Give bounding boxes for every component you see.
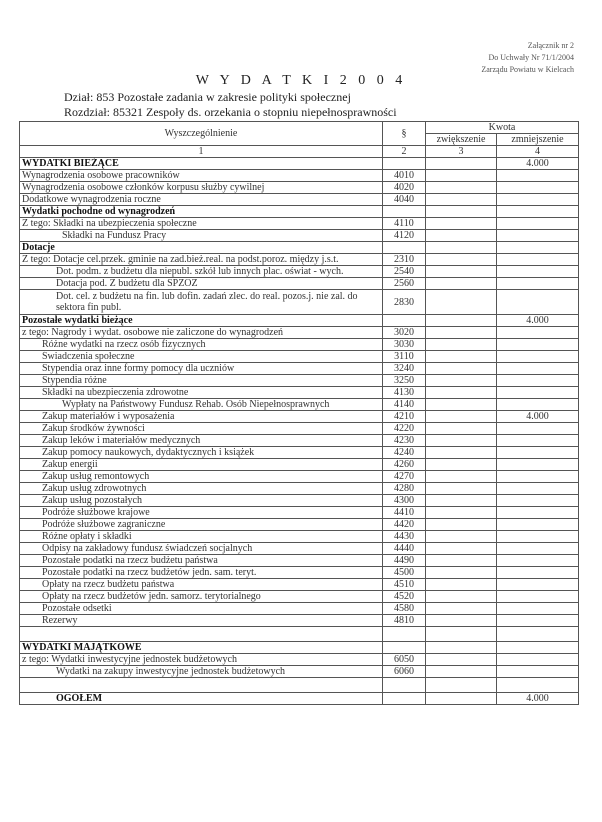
- row-description: Stypendia oraz inne formy pomocy dla uczniów: [20, 363, 383, 375]
- row-increase-value: [426, 483, 497, 495]
- table-row: [20, 642, 579, 654]
- row-increase-value: [426, 654, 497, 666]
- table-row: [20, 206, 579, 218]
- row-increase-value: [426, 254, 497, 266]
- row-increase-value: [426, 591, 497, 603]
- row-decrease-value: [497, 387, 579, 399]
- row-paragraph-code: [383, 206, 426, 218]
- row-decrease-value: [497, 230, 579, 242]
- row-paragraph-code: 4110: [383, 218, 426, 230]
- row-description: Zakup usług remontowych: [20, 471, 383, 483]
- row-increase-value: [426, 170, 497, 182]
- row-description: Świadczenia społeczne: [20, 351, 383, 363]
- row-description: Rezerwy: [20, 615, 383, 627]
- table-row: [20, 591, 579, 603]
- row-paragraph-code: 4280: [383, 483, 426, 495]
- table-row: [20, 678, 579, 693]
- section-rozdzial: Rozdział: 85321 Zespoły ds. orzekania o stopniu niepełnosprawności: [64, 105, 397, 119]
- row-paragraph-code: 4120: [383, 230, 426, 242]
- row-paragraph-code: 4010: [383, 170, 426, 182]
- row-paragraph-code: 4210: [383, 411, 426, 423]
- header-paragraf: §: [383, 122, 426, 146]
- row-increase-value: [426, 693, 497, 705]
- row-paragraph-code: [383, 158, 426, 170]
- row-increase-value: [426, 242, 497, 254]
- table-row: [20, 555, 579, 567]
- row-paragraph-code: 4520: [383, 591, 426, 603]
- row-increase-value: [426, 447, 497, 459]
- row-description: Zakup środków żywności: [20, 423, 383, 435]
- table-row: [20, 603, 579, 615]
- row-increase-value: [426, 315, 497, 327]
- row-description: Z tego: Składki na ubezpieczenia społeczne: [20, 218, 383, 230]
- row-decrease-value: [497, 615, 579, 627]
- row-description: Stypendia różne: [20, 375, 383, 387]
- row-paragraph-code: [383, 627, 426, 642]
- table-row: [20, 387, 579, 399]
- row-decrease-value: [497, 242, 579, 254]
- row-decrease-value: [497, 654, 579, 666]
- table-row: [20, 363, 579, 375]
- table-row: [20, 519, 579, 531]
- row-increase-value: [426, 627, 497, 642]
- row-increase-value: [426, 642, 497, 654]
- row-description: Składki na Fundusz Pracy: [20, 230, 383, 242]
- table-row: [20, 278, 579, 290]
- attachment-note: [414, 40, 574, 76]
- expenditure-table: [19, 121, 579, 705]
- row-decrease-value: [497, 666, 579, 678]
- row-decrease-value: [497, 531, 579, 543]
- row-increase-value: [426, 266, 497, 278]
- row-description: Składki na ubezpieczenia zdrowotne: [20, 387, 383, 399]
- row-increase-value: [426, 218, 497, 230]
- row-paragraph-code: 4270: [383, 471, 426, 483]
- row-description: Zakup leków i materiałów medycznych: [20, 435, 383, 447]
- row-decrease-value: [497, 182, 579, 194]
- row-decrease-value: [497, 375, 579, 387]
- row-paragraph-code: 4440: [383, 543, 426, 555]
- row-increase-value: [426, 435, 497, 447]
- row-decrease-value: [497, 327, 579, 339]
- row-increase-value: [426, 290, 497, 315]
- row-description: Pozostałe podatki na rzecz budżetu państwa: [20, 555, 383, 567]
- row-decrease-value: [497, 591, 579, 603]
- row-increase-value: [426, 375, 497, 387]
- row-decrease-value: [497, 447, 579, 459]
- row-description: Podróże służbowe krajowe: [20, 507, 383, 519]
- row-paragraph-code: 2560: [383, 278, 426, 290]
- row-increase-value: [426, 567, 497, 579]
- row-increase-value: [426, 327, 497, 339]
- row-description: Dotacja pod. Z budżetu dla SPZOZ: [20, 278, 383, 290]
- row-paragraph-code: 4140: [383, 399, 426, 411]
- row-description: OGÓŁEM: [20, 693, 383, 705]
- row-description: Opłaty na rzecz budżetów jedn. samorz. terytorialnego: [20, 591, 383, 603]
- row-paragraph-code: 3240: [383, 363, 426, 375]
- row-description: Wydatki pochodne od wynagrodzeń: [20, 206, 383, 218]
- row-paragraph-code: 6050: [383, 654, 426, 666]
- row-decrease-value: [497, 399, 579, 411]
- table-row: [20, 218, 579, 230]
- row-paragraph-code: 4490: [383, 555, 426, 567]
- row-decrease-value: [497, 339, 579, 351]
- row-increase-value: [426, 507, 497, 519]
- row-paragraph-code: 4220: [383, 423, 426, 435]
- row-increase-value: [426, 531, 497, 543]
- row-increase-value: [426, 411, 497, 423]
- table-row: [20, 315, 579, 327]
- row-description: Wynagrodzenia osobowe członków korpusu służby cywilnej: [20, 182, 383, 194]
- row-decrease-value: [497, 254, 579, 266]
- row-description: Pozostałe podatki na rzecz budżetów jedn. sam. teryt.: [20, 567, 383, 579]
- row-increase-value: [426, 182, 497, 194]
- row-decrease-value: [497, 603, 579, 615]
- table-row: [20, 507, 579, 519]
- row-description: Dot. podm. z budżetu dla niepubl. szkół lub innych plac. oświat - wych.: [20, 266, 383, 278]
- row-increase-value: [426, 459, 497, 471]
- row-description: Opłaty na rzecz budżetu państwa: [20, 579, 383, 591]
- row-increase-value: [426, 555, 497, 567]
- row-description: Zakup pomocy naukowych, dydaktycznych i książek: [20, 447, 383, 459]
- table-row: [20, 327, 579, 339]
- row-increase-value: [426, 194, 497, 206]
- row-decrease-value: [497, 642, 579, 654]
- row-description: [20, 627, 383, 642]
- row-decrease-value: [497, 483, 579, 495]
- table-row: [20, 170, 579, 182]
- header-col-number: 1: [20, 146, 383, 158]
- table-row: [20, 290, 579, 315]
- row-decrease-value: 4.000: [497, 315, 579, 327]
- row-decrease-value: [497, 627, 579, 642]
- table-row: [20, 182, 579, 194]
- row-description: [20, 678, 383, 693]
- row-paragraph-code: 4500: [383, 567, 426, 579]
- table-row: [20, 666, 579, 678]
- row-increase-value: [426, 615, 497, 627]
- row-increase-value: [426, 363, 497, 375]
- row-decrease-value: [497, 194, 579, 206]
- header-wyszczegolnienie: Wyszczególnienie: [20, 122, 383, 146]
- row-paragraph-code: [383, 242, 426, 254]
- row-paragraph-code: 4410: [383, 507, 426, 519]
- row-paragraph-code: [383, 315, 426, 327]
- attachment-note-line: Do Uchwały Nr 71/1/2004: [488, 53, 574, 62]
- table-row: [20, 399, 579, 411]
- row-decrease-value: [497, 495, 579, 507]
- row-paragraph-code: 4580: [383, 603, 426, 615]
- table-row: [20, 447, 579, 459]
- header-col-number: 2: [383, 146, 426, 158]
- row-paragraph-code: 4430: [383, 531, 426, 543]
- table-row: [20, 579, 579, 591]
- table-row: [20, 254, 579, 266]
- row-paragraph-code: 4240: [383, 447, 426, 459]
- row-decrease-value: [497, 567, 579, 579]
- table-row: [20, 483, 579, 495]
- row-paragraph-code: 4300: [383, 495, 426, 507]
- row-paragraph-code: 3110: [383, 351, 426, 363]
- table-body: [20, 158, 579, 705]
- row-decrease-value: [497, 266, 579, 278]
- row-decrease-value: [497, 206, 579, 218]
- row-increase-value: [426, 471, 497, 483]
- table-row: [20, 242, 579, 254]
- row-description: Wypłaty na Państwowy Fundusz Rehab. Osób Niepełnosprawnych: [20, 399, 383, 411]
- row-paragraph-code: 2310: [383, 254, 426, 266]
- row-paragraph-code: 4020: [383, 182, 426, 194]
- row-description: Zakup usług pozostałych: [20, 495, 383, 507]
- row-decrease-value: [497, 435, 579, 447]
- row-decrease-value: [497, 363, 579, 375]
- header-zmniejszenie: zmniejszenie: [497, 134, 579, 146]
- row-description: Różne opłaty i składki: [20, 531, 383, 543]
- row-decrease-value: [497, 471, 579, 483]
- attachment-note-line: Zarządu Powiatu w Kielcach: [481, 65, 574, 74]
- table-row: [20, 194, 579, 206]
- row-paragraph-code: [383, 693, 426, 705]
- row-decrease-value: [497, 218, 579, 230]
- row-description: WYDATKI MAJĄTKOWE: [20, 642, 383, 654]
- section-dzial: Dział: 853 Pozostałe zadania w zakresie polityki społecznej: [64, 90, 351, 104]
- table-row: [20, 693, 579, 705]
- table-row: [20, 654, 579, 666]
- row-paragraph-code: 3030: [383, 339, 426, 351]
- row-paragraph-code: 2540: [383, 266, 426, 278]
- row-decrease-value: [497, 290, 579, 315]
- row-paragraph-code: 3020: [383, 327, 426, 339]
- row-description: Podróże służbowe zagraniczne: [20, 519, 383, 531]
- row-increase-value: [426, 387, 497, 399]
- row-increase-value: [426, 603, 497, 615]
- row-decrease-value: [497, 459, 579, 471]
- row-description: z tego: Nagrody i wydat. osobowe nie zaliczone do wynagrodzeń: [20, 327, 383, 339]
- row-description: Dotacje: [20, 242, 383, 254]
- row-increase-value: [426, 579, 497, 591]
- table-row: [20, 375, 579, 387]
- row-decrease-value: [497, 507, 579, 519]
- row-decrease-value: [497, 543, 579, 555]
- row-increase-value: [426, 678, 497, 693]
- row-decrease-value: 4.000: [497, 693, 579, 705]
- table-row: [20, 266, 579, 278]
- row-increase-value: [426, 399, 497, 411]
- header-col-number: 3: [426, 146, 497, 158]
- row-paragraph-code: 4130: [383, 387, 426, 399]
- table-row: [20, 411, 579, 423]
- row-description: Odpisy na zakładowy fundusz świadczeń socjalnych: [20, 543, 383, 555]
- table-row: [20, 567, 579, 579]
- row-paragraph-code: 4260: [383, 459, 426, 471]
- row-increase-value: [426, 666, 497, 678]
- row-increase-value: [426, 339, 497, 351]
- table-row: [20, 230, 579, 242]
- row-paragraph-code: 6060: [383, 666, 426, 678]
- row-description: Pozostałe odsetki: [20, 603, 383, 615]
- header-col-number: 4: [497, 146, 579, 158]
- row-decrease-value: [497, 423, 579, 435]
- table-row: [20, 627, 579, 642]
- row-increase-value: [426, 495, 497, 507]
- table-row: [20, 158, 579, 170]
- table-row: [20, 531, 579, 543]
- row-description: Z tego: Dotacje cel.przek. gminie na zad.bież.real. na podst.poroz. między j.s.t.: [20, 254, 383, 266]
- row-description: Wynagrodzenia osobowe pracowników: [20, 170, 383, 182]
- table-row: [20, 471, 579, 483]
- table-row: [20, 435, 579, 447]
- document-title: W Y D A T K I 2 0 0 4: [195, 73, 407, 88]
- row-decrease-value: [497, 170, 579, 182]
- table-row: [20, 459, 579, 471]
- row-decrease-value: [497, 351, 579, 363]
- row-increase-value: [426, 206, 497, 218]
- row-description: Różne wydatki na rzecz osób fizycznych: [20, 339, 383, 351]
- row-increase-value: [426, 423, 497, 435]
- table-row: [20, 543, 579, 555]
- row-decrease-value: 4.000: [497, 411, 579, 423]
- row-paragraph-code: [383, 642, 426, 654]
- row-decrease-value: [497, 579, 579, 591]
- attachment-note-line: Załącznik nr 2: [527, 41, 574, 50]
- row-description: Zakup materiałów i wyposażenia: [20, 411, 383, 423]
- row-decrease-value: [497, 278, 579, 290]
- row-increase-value: [426, 230, 497, 242]
- row-description: Wydatki na zakupy inwestycyjne jednostek budżetowych: [20, 666, 383, 678]
- row-increase-value: [426, 278, 497, 290]
- row-decrease-value: [497, 519, 579, 531]
- row-decrease-value: 4.000: [497, 158, 579, 170]
- row-description: WYDATKI BIEŻĄCE: [20, 158, 383, 170]
- row-decrease-value: [497, 678, 579, 693]
- row-description: Dot. cel. z budżetu na fin. lub dofin. zadań zlec. do real. pozos.j. nie zal. do sektora fin publ.: [20, 290, 383, 315]
- row-paragraph-code: 4810: [383, 615, 426, 627]
- row-decrease-value: [497, 555, 579, 567]
- row-description: Pozostałe wydatki bieżące: [20, 315, 383, 327]
- row-description: Dodatkowe wynagrodzenia roczne: [20, 194, 383, 206]
- row-increase-value: [426, 519, 497, 531]
- row-paragraph-code: 4420: [383, 519, 426, 531]
- table-row: [20, 615, 579, 627]
- row-increase-value: [426, 543, 497, 555]
- row-paragraph-code: 2830: [383, 290, 426, 315]
- header-zwiekszenie: zwiększenie: [426, 134, 497, 146]
- row-paragraph-code: [383, 678, 426, 693]
- row-increase-value: [426, 351, 497, 363]
- row-paragraph-code: 4040: [383, 194, 426, 206]
- row-description: Zakup energii: [20, 459, 383, 471]
- row-paragraph-code: 4230: [383, 435, 426, 447]
- table-row: [20, 351, 579, 363]
- row-description: Zakup usług zdrowotnych: [20, 483, 383, 495]
- row-paragraph-code: 3250: [383, 375, 426, 387]
- row-increase-value: [426, 158, 497, 170]
- row-description: z tego: Wydatki inwestycyjne jednostek budżetowych: [20, 654, 383, 666]
- row-paragraph-code: 4510: [383, 579, 426, 591]
- table-row: [20, 495, 579, 507]
- table-row: [20, 339, 579, 351]
- header-kwota: Kwota: [426, 122, 579, 134]
- table-row: [20, 423, 579, 435]
